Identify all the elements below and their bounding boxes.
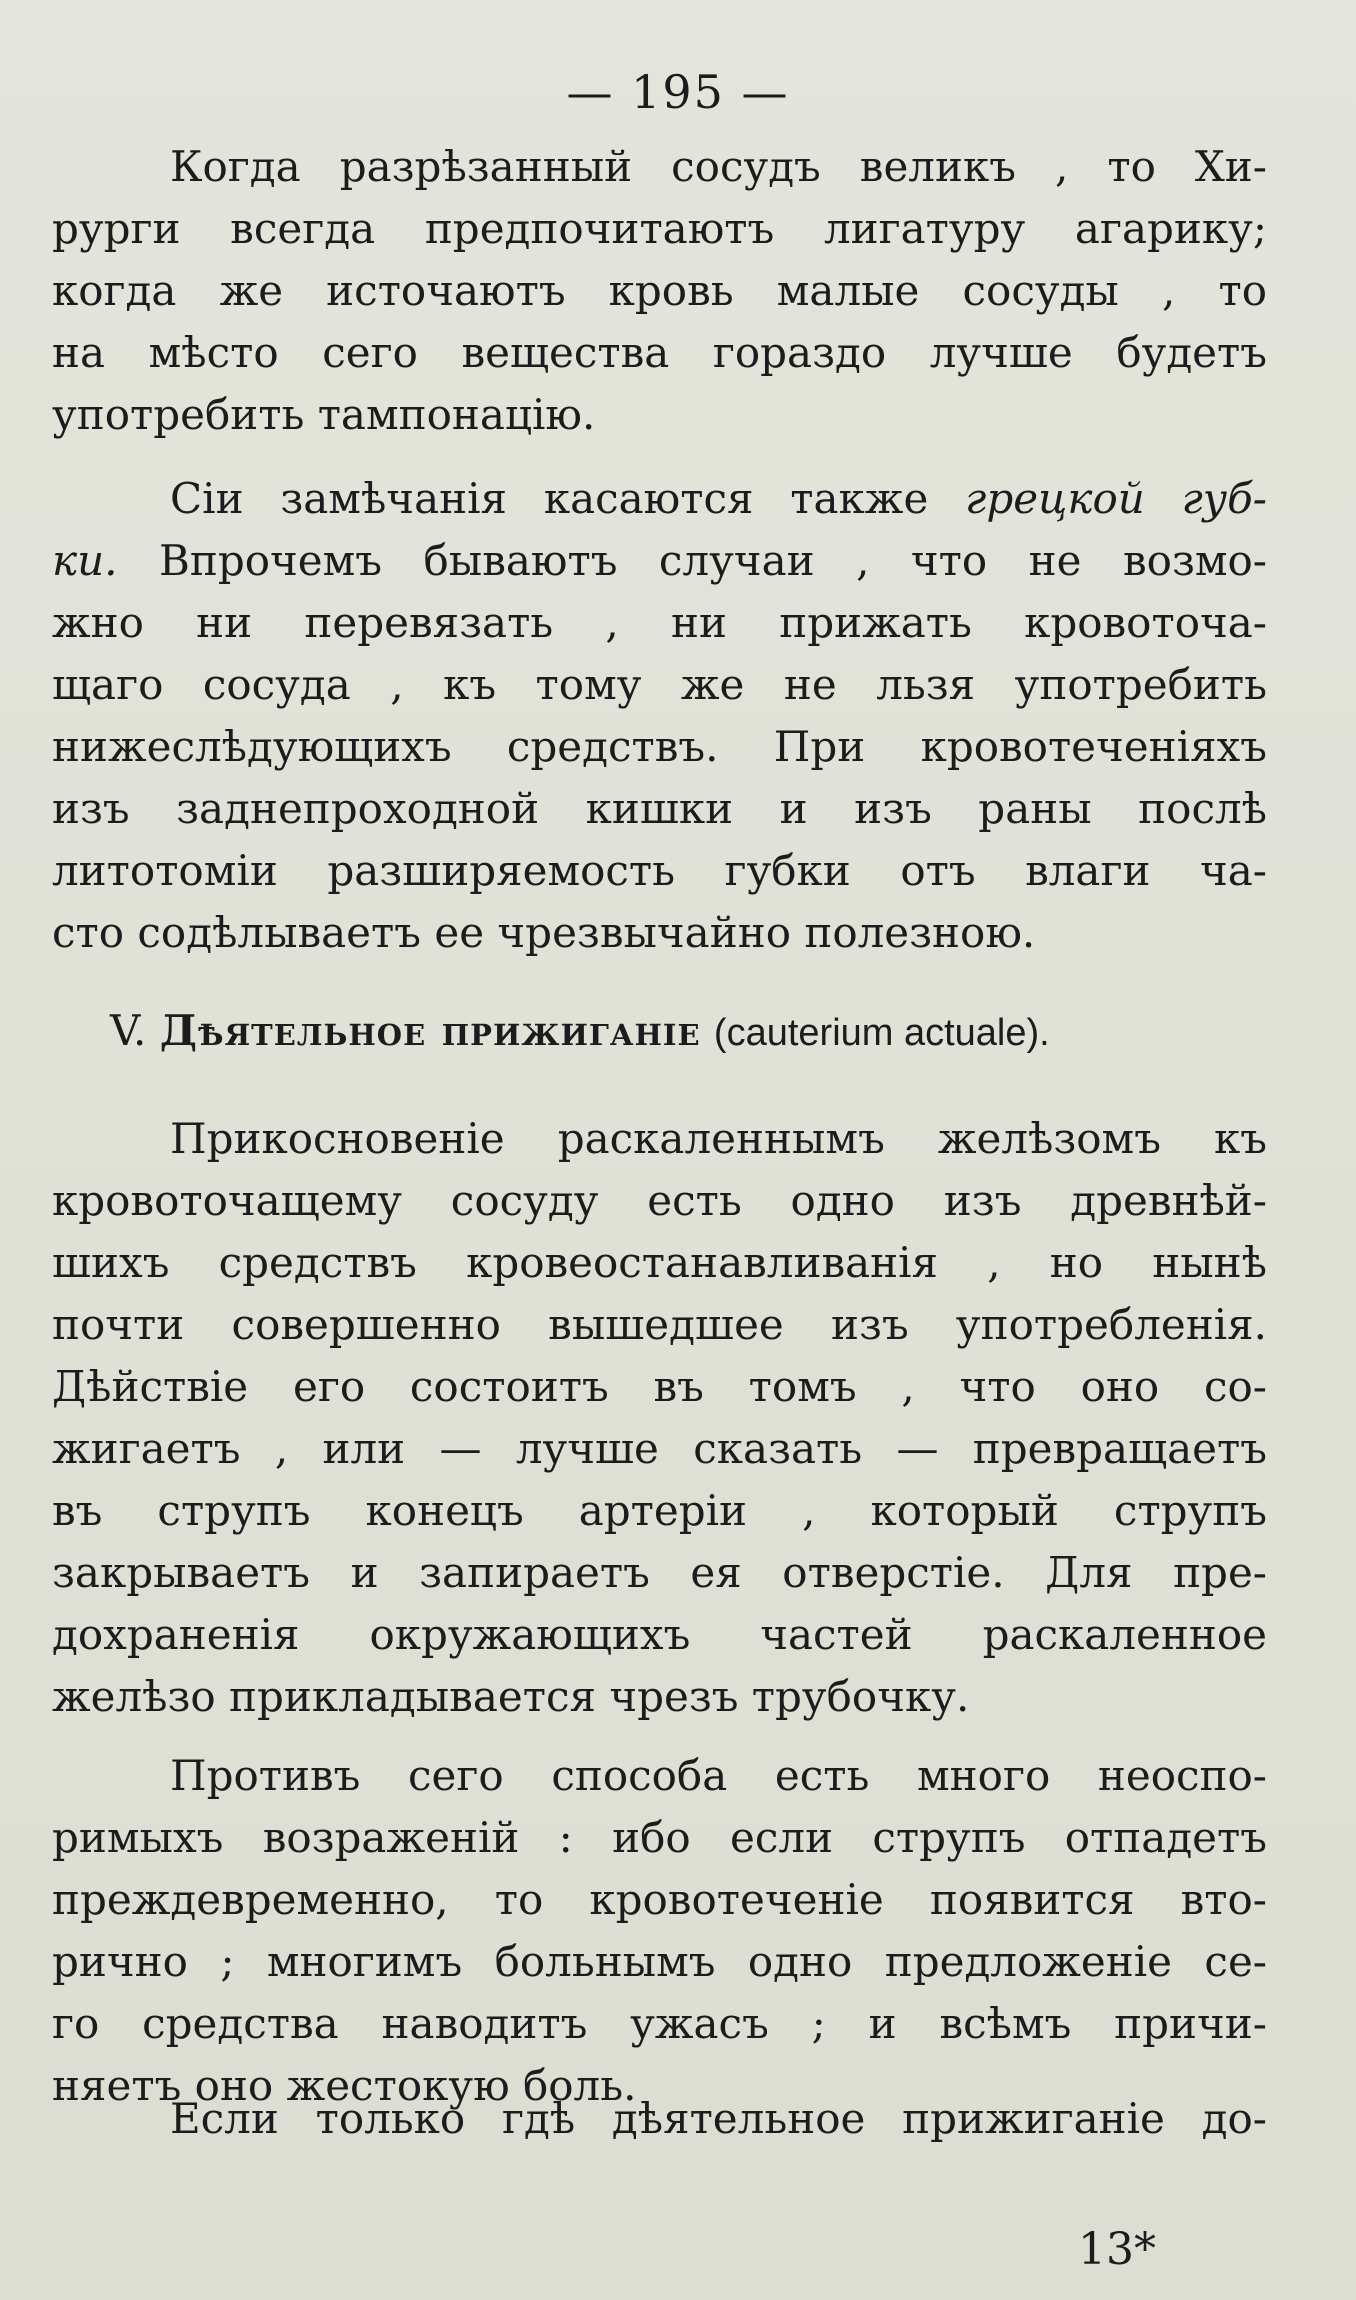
text-line: употребить тампонацію.: [52, 390, 596, 439]
text-line: желѣзо прикладывается чрезъ трубочку.: [52, 1672, 970, 1721]
text-line: когда же источаютъ кровь малые сосуды , то: [52, 266, 1267, 315]
paragraph-1: [52, 136, 1267, 446]
text-line: кровоточащему сосуду есть одно изъ древнѣй-: [52, 1176, 1267, 1225]
text-line: почти совершенно вышедшее изъ употребленія.: [52, 1300, 1267, 1349]
section-number: V.: [110, 1006, 147, 1055]
text-line: [52, 468, 1267, 530]
text-line: [52, 530, 1267, 592]
text-line: въ струпъ конецъ артеріи , который струпъ: [52, 1486, 1267, 1535]
italic-text: грецкой губ-: [965, 474, 1267, 523]
text-line: жигаетъ , или — лучше сказать — превращаетъ: [52, 1424, 1267, 1473]
text-run: Сіи замѣчанія касаются также: [170, 474, 966, 523]
text-line: дохраненія окружающихъ частей раскаленное: [52, 1610, 1267, 1659]
page-number: — 195 —: [566, 65, 790, 119]
text-line: преждевременно, то кровотеченіе появится вто-: [52, 1875, 1267, 1924]
text-line: литотоміи разширяемость губки отъ влаги ча-: [52, 846, 1267, 895]
text-line: Когда разрѣзанный сосудъ великъ , то Хи-: [170, 142, 1267, 191]
text-line: щаго сосуда , къ тому же не льзя употребить: [52, 660, 1267, 709]
text-line: го средства наводитъ ужасъ ; и всѣмъ причи-: [52, 1999, 1267, 2048]
text-line: сто содѣлываетъ ее чрезвычайно полезною.: [52, 908, 1036, 957]
text-line: на мѣсто сего вещества гораздо лучше будетъ: [52, 328, 1267, 377]
paragraph-4: [52, 1745, 1267, 2117]
text-line: Если только гдѣ дѣятельное прижиганіе до-: [170, 2094, 1267, 2143]
text-line: шихъ средствъ кровеостанавливанія , но нынѣ: [52, 1238, 1267, 1287]
signature-mark: 13*: [1078, 2224, 1156, 2275]
text-line: няетъ оно жестокую боль.: [52, 2061, 637, 2110]
text-line: нижеслѣдующихъ средствъ. При кровотеченіяхъ: [52, 722, 1267, 771]
text-line: римыхъ возраженій : ибо если струпъ отпадетъ: [52, 1813, 1267, 1862]
paragraph-5: [52, 2088, 1267, 2150]
text-line: изъ заднепроходной кишки и изъ раны послѣ: [52, 784, 1267, 833]
section-title: Дѣятельное прижиганіе: [159, 1006, 701, 1055]
text-line: Прикосновеніе раскаленнымъ желѣзомъ къ: [170, 1114, 1267, 1163]
text-line: Дѣйствіе его состоитъ въ томъ , что оно со-: [52, 1362, 1267, 1411]
text-run: Впрочемъ бываютъ случаи , что не возмо-: [117, 536, 1267, 585]
paragraph-2: [52, 468, 1267, 964]
text-line: Противъ сего способа есть много неоспо-: [170, 1751, 1267, 1800]
section-heading: [110, 1000, 1050, 1064]
italic-text: ки.: [52, 536, 118, 585]
text-line: рично ; многимъ больнымъ одно предложеніе се-: [52, 1937, 1267, 1986]
section-latin-term: (cauterium actuale).: [713, 1012, 1050, 1054]
text-line: закрываетъ и запираетъ ея отверстіе. Для пре-: [52, 1548, 1267, 1597]
paragraph-3: [52, 1108, 1267, 1728]
text-line: жно ни перевязать , ни прижать кровоточа-: [52, 598, 1267, 647]
text-line: рурги всегда предпочитаютъ лигатуру агарику;: [52, 204, 1267, 253]
